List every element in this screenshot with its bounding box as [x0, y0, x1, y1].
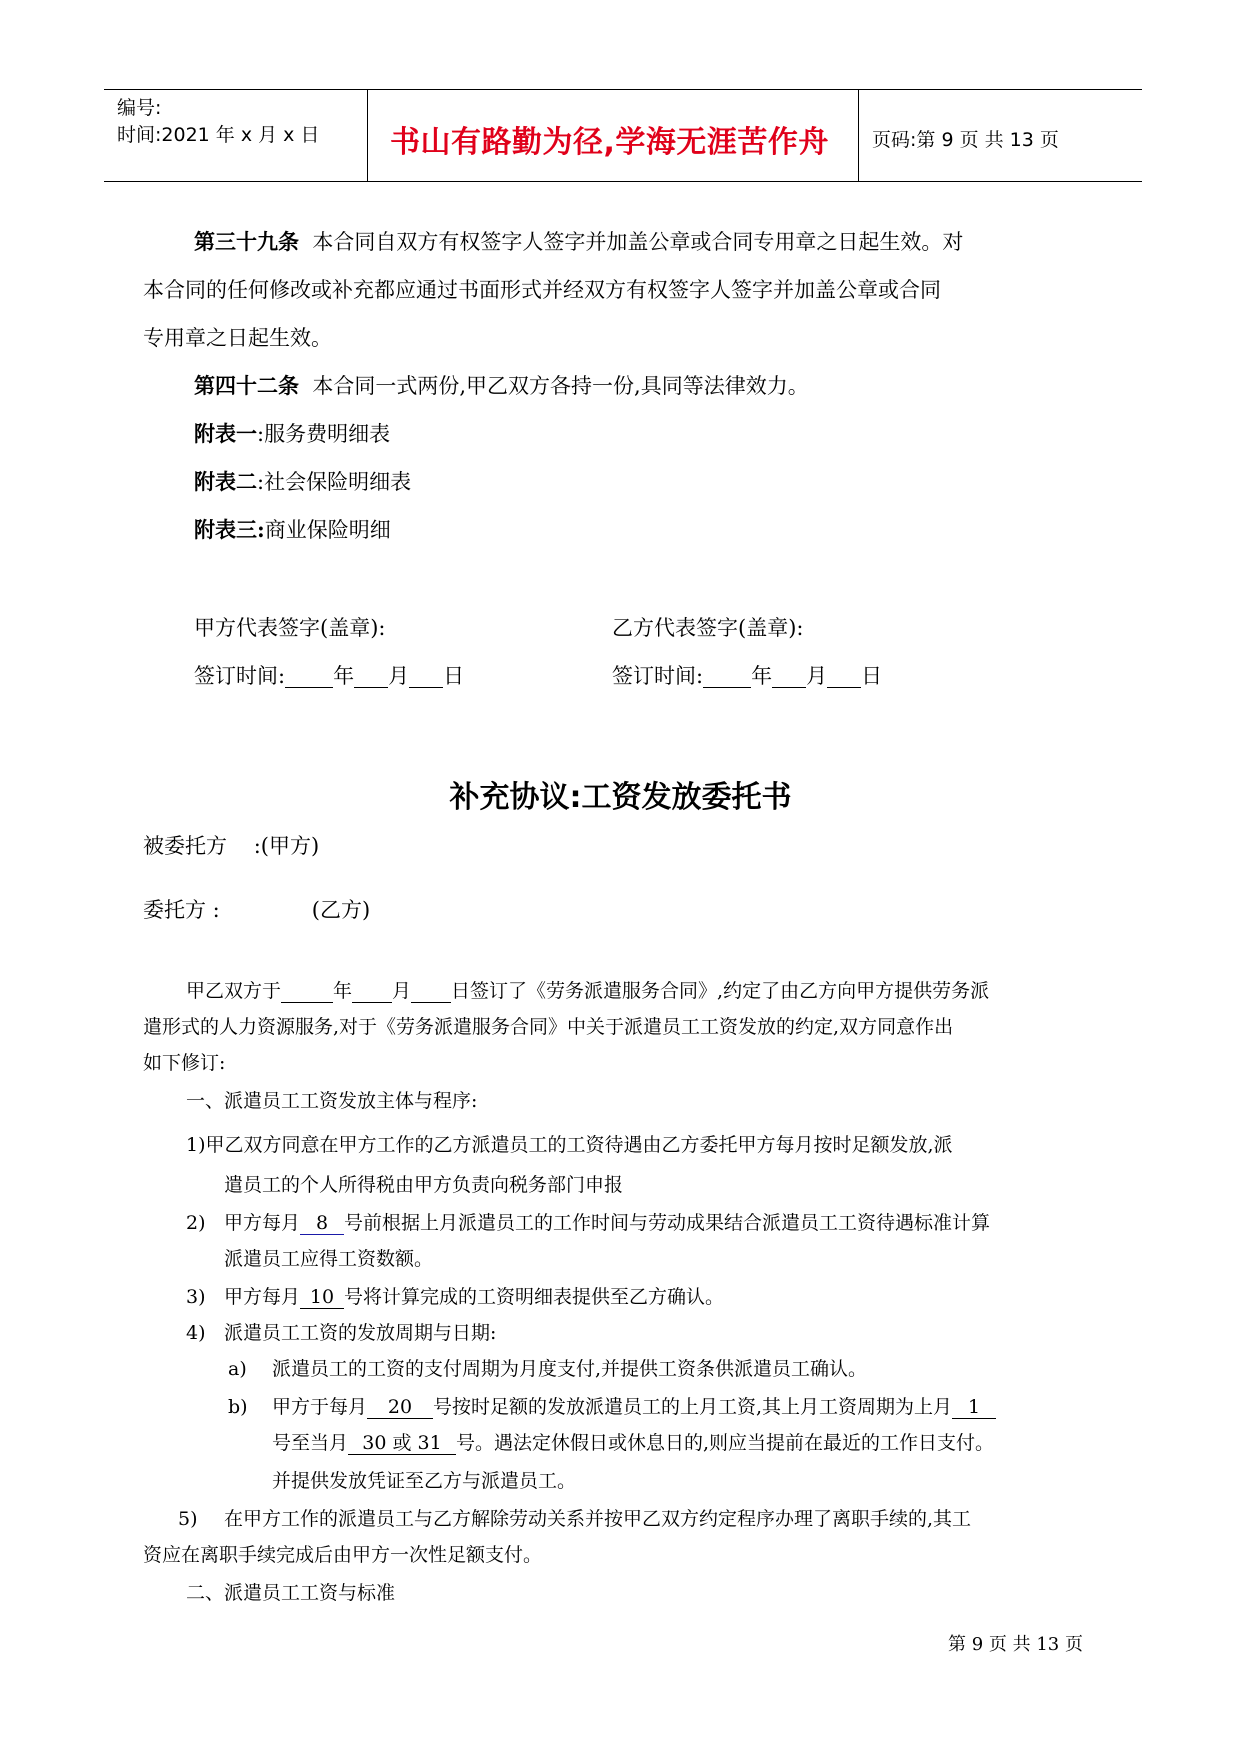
- sign-date-label: 签订时间:: [612, 664, 704, 688]
- header-divider-right: [858, 89, 859, 181]
- sign-year: 年: [751, 664, 773, 688]
- header-top-rule: [104, 89, 1142, 90]
- sub-item-b-end-day: 30 或 31: [348, 1434, 456, 1455]
- item-3-number: 3): [186, 1286, 206, 1308]
- intro-text: 甲乙双方于: [186, 980, 282, 1002]
- item-3: [186, 1282, 724, 1309]
- sub-item-b-line2: [272, 1428, 994, 1455]
- sub-item-b-start-day: 1: [952, 1398, 996, 1419]
- item-2-text: 号前根据上月派遣员工的工作时间与劳动成果结合派遣员工工资待遇标准计算: [344, 1212, 991, 1234]
- intro-line2: 遣形式的人力资源服务,对于《劳务派遣服务合同》中关于派遣员工工资发放的约定,双方同意作出: [143, 1016, 954, 1038]
- sub-item-b-line2-text: 号。遇法定休假日或休息日的,则应当提前在最近的工作日支付。: [456, 1432, 995, 1454]
- section-1-heading: 一、派遣员工工资发放主体与程序:: [186, 1090, 478, 1112]
- sub-item-a: [228, 1354, 867, 1381]
- item-2-number: 2): [186, 1212, 206, 1234]
- header-divider-left: [367, 89, 368, 181]
- sign-month: 月: [806, 664, 828, 688]
- item-2-line1: [186, 1208, 990, 1235]
- item-2-prefix: 甲方每月: [224, 1212, 301, 1234]
- entrusting-label: 委托方 :: [143, 898, 220, 922]
- article-42-text: 本合同一式两份,甲乙双方各持一份,具同等法律效力。: [312, 374, 809, 398]
- annex-2-text: :社会保险明细表: [257, 470, 412, 494]
- item-5-text: 在甲方工作的派遣员工与乙方解除劳动关系并按甲乙双方约定程序办理了离职手续的,其工: [224, 1508, 972, 1530]
- item-1-line2: 遣员工的个人所得税由甲方负责向税务部门申报: [224, 1174, 624, 1196]
- sub-item-b-number: b): [228, 1396, 248, 1418]
- article-42: [194, 370, 809, 400]
- item-4: [186, 1318, 496, 1345]
- sign-day: 日: [861, 664, 883, 688]
- item-3-prefix: 甲方每月: [224, 1286, 301, 1308]
- sub-item-b-text: 号按时足额的发放派遣员工的上月工资,其上月工资周期为上月: [433, 1396, 953, 1418]
- annex-3-text: 商业保险明细: [264, 518, 391, 542]
- party-b-signature-label: 乙方代表签字(盖章):: [612, 616, 804, 640]
- article-39-line2: 本合同的任何修改或补充都应通过书面形式并经双方有权签字人签字并加盖公章或合同: [143, 278, 941, 302]
- item-4-number: 4): [186, 1322, 206, 1344]
- header-motto: 书山有路勤为径,学海无涯苦作舟: [390, 125, 829, 160]
- article-42-title: 第四十二条: [194, 373, 299, 398]
- item-4-text: 派遣员工工资的发放周期与日期:: [224, 1322, 497, 1344]
- annex-3: [194, 514, 391, 544]
- sub-item-b-day: 20: [367, 1398, 433, 1419]
- annex-2-label: 附表二: [194, 469, 257, 494]
- intro-month: 月: [392, 980, 412, 1002]
- party-a-sign-date: [194, 660, 464, 690]
- intro-line3: 如下修订:: [143, 1052, 226, 1074]
- annex-3-label: 附表三:: [194, 517, 265, 542]
- sign-date-label: 签订时间:: [194, 664, 286, 688]
- sub-item-a-text: 派遣员工的工资的支付周期为月度支付,并提供工资条供派遣员工确认。: [272, 1358, 868, 1380]
- annex-1-text: :服务费明细表: [257, 422, 391, 446]
- sub-item-a-number: a): [228, 1358, 247, 1380]
- footer-page-number: 第 9 页 共 13 页: [948, 1634, 1083, 1655]
- sign-day: 日: [443, 664, 465, 688]
- header-bottom-rule: [104, 181, 1142, 182]
- party-b-sign-date: [612, 660, 882, 690]
- item-1-line1: 1)甲乙双方同意在甲方工作的乙方派遣员工的工资待遇由乙方委托甲方每月按时足额发放,派: [186, 1134, 953, 1156]
- sign-month: 月: [388, 664, 410, 688]
- item-5-line2: 资应在离职手续完成后由甲方一次性足额支付。: [143, 1544, 543, 1566]
- item-3-text: 号将计算完成的工资明细表提供至乙方确认。: [344, 1286, 725, 1308]
- sub-item-b-prefix: 甲方于每月: [272, 1396, 368, 1418]
- entrusted-label: 被委托方: [143, 834, 227, 858]
- document-time-label: 时间:2021 年 x 月 x 日: [117, 124, 320, 146]
- annex-1: [194, 418, 390, 448]
- item-5-number: 5): [178, 1508, 198, 1530]
- article-39-line3: 专用章之日起生效。: [143, 326, 332, 350]
- document-number-label: 编号:: [117, 97, 162, 119]
- header-page-label: 页码:第 9 页 共 13 页: [872, 129, 1059, 151]
- entrusting-value: (乙方): [311, 898, 371, 922]
- intro-year: 年: [333, 980, 353, 1002]
- sub-item-b-line3: 并提供发放凭证至乙方与派遣员工。: [272, 1470, 577, 1492]
- item-2-line2: 派遣员工应得工资数额。: [224, 1248, 434, 1270]
- article-39-title: 第三十九条: [194, 229, 299, 254]
- article-39: [194, 226, 963, 256]
- sign-year: 年: [333, 664, 355, 688]
- intro-line1: [186, 976, 989, 1003]
- sub-item-b-line2-prefix: 号至当月: [272, 1432, 349, 1454]
- entrusted-party: [143, 830, 319, 860]
- entrusting-party: [143, 894, 370, 924]
- annex-2: [194, 466, 411, 496]
- article-39-line1: 本合同自双方有权签字人签字并加盖公章或合同专用章之日起生效。对: [312, 230, 964, 254]
- item-3-day: 10: [300, 1288, 344, 1309]
- item-5-line1: [178, 1504, 971, 1531]
- section-2-heading: 二、派遣员工工资与标准: [186, 1582, 396, 1604]
- sub-item-b-line1: [228, 1392, 996, 1419]
- party-a-signature-label: 甲方代表签字(盖章):: [194, 616, 386, 640]
- intro-day-text: 日签订了《劳务派遣服务合同》,约定了由乙方向甲方提供劳务派: [451, 980, 990, 1002]
- entrusted-value: :(甲方): [253, 834, 320, 858]
- agreement-title: 补充协议:工资发放委托书: [449, 780, 792, 815]
- annex-1-label: 附表一: [194, 421, 257, 446]
- item-2-day: 8: [300, 1214, 344, 1235]
